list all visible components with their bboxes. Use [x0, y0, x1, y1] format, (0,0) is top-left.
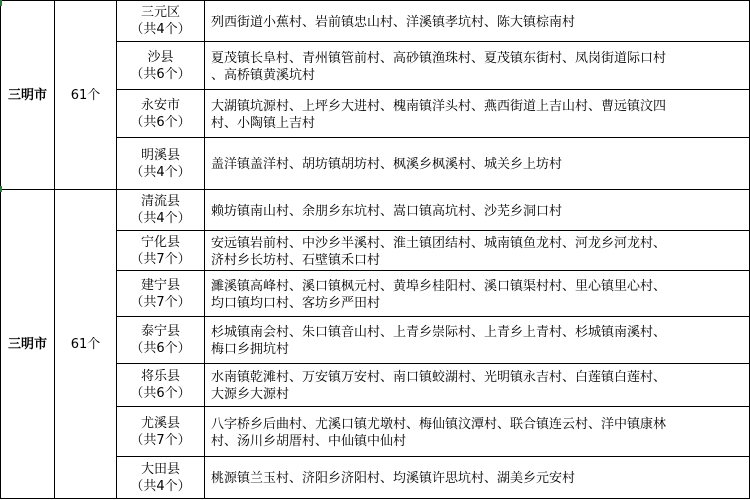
villages-cell — [205, 1, 750, 42]
county-name: 将乐县 — [140, 369, 180, 384]
villages-line: 均口镇均口村、客坊乡严田村 — [211, 295, 381, 311]
villages-line: 水南镇乾滩村、万安镇万安村、南口镇蛟湖村、光明镇永吉村、白莲镇白莲村、 — [211, 370, 667, 385]
county-cell — [117, 1, 205, 42]
villages-cell — [205, 190, 750, 231]
county-count: （共7个） — [130, 251, 191, 267]
county-cell — [117, 407, 205, 457]
table-row — [1, 190, 750, 231]
city-cell: 三明市 — [1, 190, 55, 499]
villages-cell — [205, 457, 750, 499]
villages-cell — [205, 407, 750, 457]
villages-line: 夏茂镇长阜村、青州镇管前村、高砂镇渔珠村、夏茂镇东街村、凤岗街道际口村 — [211, 50, 667, 66]
table-section-2 — [0, 189, 750, 499]
county-count: （共6个） — [130, 114, 191, 130]
villages-line: 列西街道小蕉村、岩前镇忠山村、洋溪镇孝坑村、陈大镇棕南村 — [211, 14, 576, 30]
villages-cell — [205, 138, 750, 190]
county-name: 大田县 — [140, 461, 180, 477]
table-row — [1, 1, 750, 42]
county-cell — [117, 42, 205, 90]
county-cell — [117, 190, 205, 231]
villages-line: 濉溪镇高峰村、溪口镇枫元村、黄埠乡桂阳村、溪口镇渠村村、里心镇里心村、 — [211, 278, 667, 294]
county-name: 三元区 — [140, 5, 180, 20]
county-name: 尤溪县 — [140, 415, 180, 431]
county-count: （共6个） — [130, 341, 191, 356]
villages-line: 大湖镇坑源村、上坪乡大进村、槐南镇洋头村、燕西街道上吉山村、曹远镇汶四 — [211, 98, 667, 114]
villages-cell — [205, 231, 750, 271]
villages-line: 赖坊镇南山村、余朋乡东坑村、嵩口镇高坑村、沙芜乡洞口村 — [211, 203, 563, 219]
county-cell — [117, 271, 205, 317]
county-name: 永安市 — [140, 97, 180, 113]
villages-cell — [205, 271, 750, 317]
county-name: 明溪县 — [140, 147, 180, 163]
villages-cell — [205, 90, 750, 138]
county-name: 建宁县 — [140, 277, 180, 293]
county-cell — [117, 90, 205, 138]
county-name: 宁化县 — [140, 234, 180, 250]
villages-line: 安远镇岩前村、中沙乡半溪村、淮土镇团结村、城南镇鱼龙村、河龙乡河龙村、 — [211, 235, 667, 251]
county-name: 沙县 — [147, 49, 174, 65]
county-count: （共7个） — [130, 432, 191, 448]
total-cell: 61个 — [55, 1, 117, 190]
county-count: （共6个） — [130, 386, 191, 401]
villages-line: 济村乡长坊村、石壁镇禾口村 — [211, 252, 381, 268]
city-cell: 三明市 — [1, 1, 55, 190]
total-cell: 61个 — [55, 190, 117, 499]
county-count: （共4个） — [130, 478, 191, 494]
villages-cell — [205, 42, 750, 90]
county-cell — [117, 317, 205, 364]
county-name: 清流县 — [140, 194, 180, 209]
villages-cell — [205, 364, 750, 407]
county-count: （共4个） — [130, 164, 191, 180]
villages-line: 梅口乡拥坑村 — [211, 342, 290, 357]
county-cell — [117, 231, 205, 271]
villages-line: 桃源镇兰玉村、济阳乡济阳村、均溪镇许思坑村、湖美乡元安村 — [211, 471, 576, 486]
villages-line: 杉城镇南会村、朱口镇音山村、上青乡崇际村、上青乡上青村、杉城镇南溪村、 — [211, 325, 667, 340]
villages-line: 大源乡大源村 — [211, 387, 290, 402]
county-count: （共7个） — [130, 294, 191, 310]
edge-mark — [0, 0, 2, 6]
county-name: 泰宁县 — [140, 324, 180, 339]
county-cell — [117, 138, 205, 190]
villages-line: 八字桥乡后曲村、尤溪口镇尤墩村、梅仙镇汶潭村、联合镇连云村、洋中镇康林 — [211, 416, 667, 432]
county-cell — [117, 457, 205, 499]
villages-line: 、高桥镇黄溪坑村 — [211, 67, 316, 83]
county-count: （共4个） — [130, 22, 191, 37]
villages-cell — [205, 317, 750, 364]
county-count: （共6个） — [130, 66, 191, 82]
table-section-1 — [0, 0, 750, 190]
county-cell — [117, 364, 205, 407]
villages-line: 村、汤川乡胡厝村、中仙镇中仙村 — [211, 433, 407, 449]
edge-mark — [0, 186, 2, 192]
villages-line: 村、小陶镇上吉村 — [211, 115, 316, 131]
villages-line: 盖洋镇盖洋村、胡坊镇胡坊村、枫溪乡枫溪村、城关乡上坊村 — [211, 157, 563, 172]
county-count: （共4个） — [130, 211, 191, 226]
